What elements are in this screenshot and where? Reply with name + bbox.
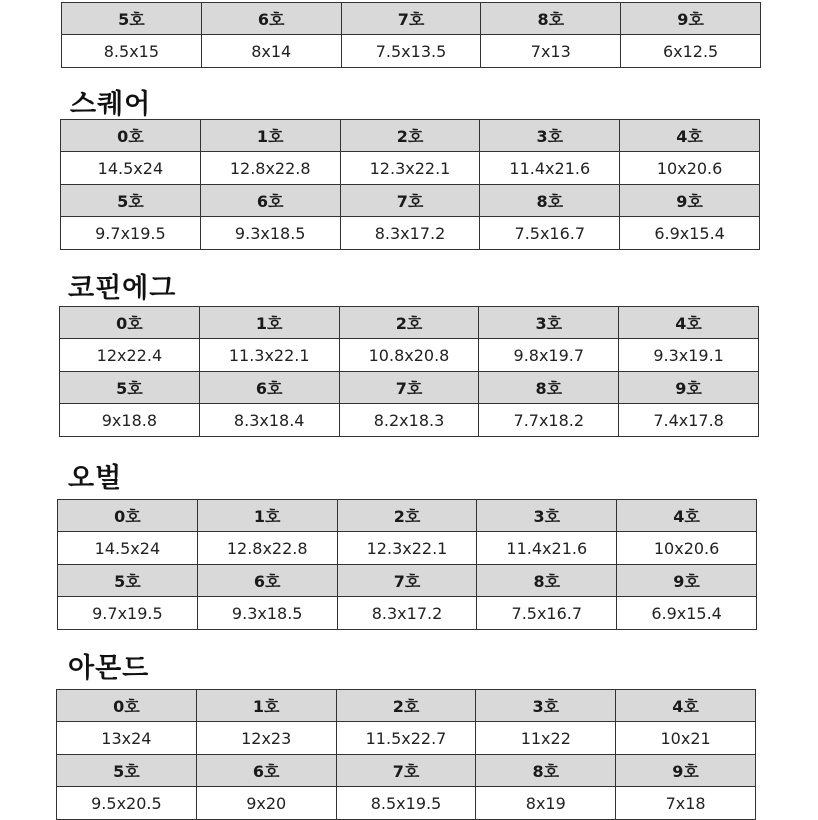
header-row (57, 690, 756, 722)
size-value: 9.7x19.5 (58, 597, 198, 630)
size-header: 4호 (616, 690, 756, 722)
section-title-almond: 아몬드 (68, 653, 150, 684)
size-header: 8호 (479, 372, 619, 404)
size-value: 10x20.6 (617, 532, 757, 565)
size-header: 0호 (58, 500, 198, 532)
size-value: 14.5x24 (61, 152, 201, 185)
header-row (60, 307, 759, 339)
value-row (57, 787, 756, 820)
header-row (62, 3, 761, 35)
size-value: 9x20 (196, 787, 336, 820)
section-title-coffin-egg: 코핀에그 (68, 273, 177, 304)
header-row (57, 755, 756, 787)
size-value: 14.5x24 (58, 532, 198, 565)
header-row (61, 185, 760, 217)
size-header: 4호 (617, 500, 757, 532)
size-value: 10.8x20.8 (339, 339, 479, 372)
size-header: 1호 (196, 690, 336, 722)
size-value: 8.5x15 (62, 35, 202, 68)
header-row (58, 565, 757, 597)
size-value: 9x18.8 (60, 404, 200, 437)
size-value: 6x12.5 (621, 35, 761, 68)
size-value: 8x14 (201, 35, 341, 68)
size-value: 10x21 (616, 722, 756, 755)
size-header: 6호 (199, 372, 339, 404)
size-table-top (61, 2, 761, 68)
size-value: 7x13 (481, 35, 621, 68)
size-value: 8x19 (476, 787, 616, 820)
size-value: 9.8x19.7 (479, 339, 619, 372)
size-value: 6.9x15.4 (617, 597, 757, 630)
value-row (62, 35, 761, 68)
section-title-oval: 오벌 (68, 463, 123, 494)
size-header: 7호 (339, 372, 479, 404)
value-row (61, 217, 760, 250)
size-value: 7.5x13.5 (341, 35, 481, 68)
size-header: 8호 (481, 3, 621, 35)
size-header: 7호 (340, 185, 480, 217)
size-value: 9.3x18.5 (197, 597, 337, 630)
size-value: 12x23 (196, 722, 336, 755)
size-header: 9호 (621, 3, 761, 35)
size-value: 8.3x18.4 (199, 404, 339, 437)
size-value: 11.3x22.1 (199, 339, 339, 372)
size-value: 7x18 (616, 787, 756, 820)
size-header: 5호 (62, 3, 202, 35)
size-header: 4호 (620, 120, 760, 152)
value-row (58, 532, 757, 565)
size-header: 3호 (479, 307, 619, 339)
size-header: 2호 (337, 500, 477, 532)
size-value: 12.8x22.8 (200, 152, 340, 185)
size-table-coffin-egg (59, 306, 759, 437)
size-header: 7호 (337, 565, 477, 597)
size-value: 9.5x20.5 (57, 787, 197, 820)
size-header: 9호 (617, 565, 757, 597)
size-value: 6.9x15.4 (620, 217, 760, 250)
size-value: 12.3x22.1 (337, 532, 477, 565)
size-header: 2호 (340, 120, 480, 152)
size-value: 12x22.4 (60, 339, 200, 372)
size-value: 10x20.6 (620, 152, 760, 185)
size-value: 9.3x19.1 (619, 339, 759, 372)
size-value: 11.4x21.6 (480, 152, 620, 185)
size-table-square (60, 119, 760, 250)
size-header: 2호 (339, 307, 479, 339)
size-header: 9호 (620, 185, 760, 217)
size-header: 6호 (201, 3, 341, 35)
size-header: 5호 (60, 372, 200, 404)
value-row (61, 152, 760, 185)
size-header: 9호 (619, 372, 759, 404)
size-header: 1호 (197, 500, 337, 532)
value-row (57, 722, 756, 755)
size-value: 7.4x17.8 (619, 404, 759, 437)
size-header: 8호 (477, 565, 617, 597)
size-header: 1호 (200, 120, 340, 152)
size-header: 6호 (196, 755, 336, 787)
size-table-almond (56, 689, 756, 820)
size-value: 7.5x16.7 (480, 217, 620, 250)
size-header: 4호 (619, 307, 759, 339)
size-header: 5호 (58, 565, 198, 597)
size-header: 6호 (197, 565, 337, 597)
size-value: 8.5x19.5 (336, 787, 476, 820)
size-value: 13x24 (57, 722, 197, 755)
size-value: 7.7x18.2 (479, 404, 619, 437)
size-value: 11.5x22.7 (336, 722, 476, 755)
size-header: 3호 (476, 690, 616, 722)
size-value: 12.8x22.8 (197, 532, 337, 565)
size-value: 8.3x17.2 (340, 217, 480, 250)
size-value: 9.3x18.5 (200, 217, 340, 250)
size-header: 3호 (477, 500, 617, 532)
size-value: 11x22 (476, 722, 616, 755)
header-row (58, 500, 757, 532)
section-title-square: 스퀘어 (70, 89, 152, 120)
size-header: 5호 (57, 755, 197, 787)
size-header: 8호 (480, 185, 620, 217)
size-header: 0호 (57, 690, 197, 722)
size-header: 0호 (61, 120, 201, 152)
size-header: 5호 (61, 185, 201, 217)
size-table-oval (57, 499, 757, 630)
size-header: 9호 (616, 755, 756, 787)
size-header: 6호 (200, 185, 340, 217)
size-header: 7호 (341, 3, 481, 35)
size-value: 8.2x18.3 (339, 404, 479, 437)
size-value: 7.5x16.7 (477, 597, 617, 630)
size-value: 11.4x21.6 (477, 532, 617, 565)
size-value: 12.3x22.1 (340, 152, 480, 185)
value-row (60, 339, 759, 372)
size-header: 7호 (336, 755, 476, 787)
value-row (60, 404, 759, 437)
size-header: 8호 (476, 755, 616, 787)
header-row (60, 372, 759, 404)
size-header: 0호 (60, 307, 200, 339)
size-value: 9.7x19.5 (61, 217, 201, 250)
header-row (61, 120, 760, 152)
size-value: 8.3x17.2 (337, 597, 477, 630)
size-header: 1호 (199, 307, 339, 339)
value-row (58, 597, 757, 630)
size-header: 3호 (480, 120, 620, 152)
size-header: 2호 (336, 690, 476, 722)
